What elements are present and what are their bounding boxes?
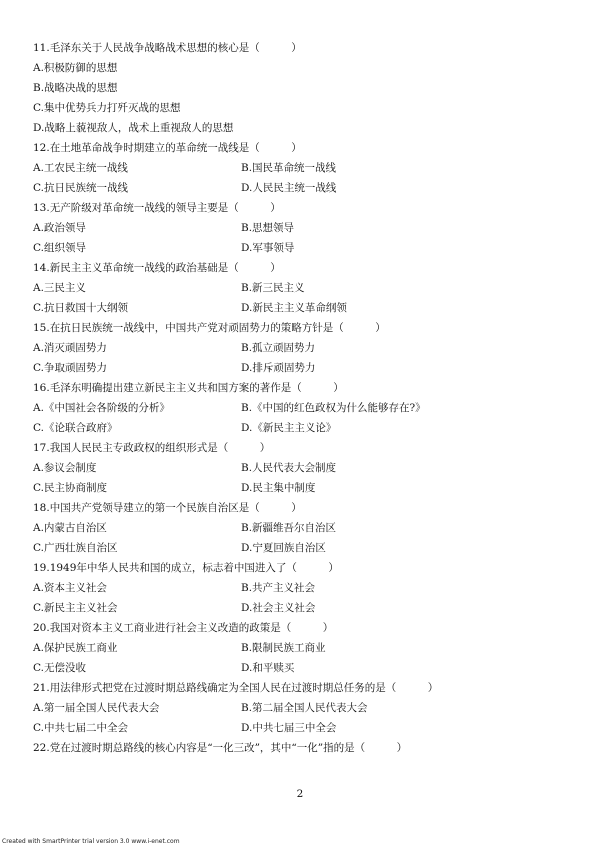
question-16-stem: 16.毛泽东明确提出建立新民主主义共和国方案的著作是（ ）: [33, 382, 344, 394]
page-number: 2: [296, 788, 304, 800]
question-13-option-c: C.组织领导: [33, 242, 86, 254]
question-19-option-d: D.社会主义社会: [241, 602, 316, 614]
question-15-option-b: B.孤立顽固势力: [241, 342, 316, 354]
question-15-stem: 15.在抗日民族统一战线中，中国共产党对顽固势力的策略方针是（ ）: [33, 322, 386, 334]
question-16-option-b: B.《中国的红色政权为什么能够存在?》: [241, 402, 426, 414]
question-20-option-b: B.限制民族工商业: [241, 642, 326, 654]
question-11-option-c: C.集中优势兵力打歼灭战的思想: [33, 102, 181, 114]
question-11-stem: 11.毛泽东关于人民战争战略战术思想的核心是（ ）: [33, 42, 302, 54]
question-11-option-a: A.积极防御的思想: [33, 62, 118, 74]
question-14-option-d: D.新民主主义革命纲领: [241, 302, 347, 314]
question-12-stem: 12.在土地革命战争时期建立的革命统一战线是（ ）: [33, 142, 302, 154]
question-20-stem: 20.我国对资本主义工商业进行社会主义改造的政策是（ ）: [33, 622, 334, 634]
question-15-option-d: D.排斥顽固势力: [241, 362, 316, 374]
question-21-option-d: D.中共七届三中全会: [241, 722, 337, 734]
question-13-option-b: B.思想领导: [241, 222, 295, 234]
question-19-stem: 19.1949年中华人民共和国的成立，标志着中国进入了（ ）: [33, 562, 339, 574]
printer-footer: Created with SmartPrinter trial version 3.0 www.i-enet.com: [2, 838, 180, 845]
question-11-option-d: D.战略上藐视敌人，战术上重视敌人的思想: [33, 122, 234, 134]
question-16-option-d: D.《新民主主义论》: [241, 422, 337, 434]
question-18-option-a: A.内蒙古自治区: [33, 522, 107, 534]
question-13-option-d: D.军事领导: [241, 242, 295, 254]
question-13-option-a: A.政治领导: [33, 222, 86, 234]
question-18-option-d: D.宁夏回族自治区: [241, 542, 326, 554]
question-15-option-a: A.消灭顽固势力: [33, 342, 107, 354]
question-12-option-a: A.工农民主统一战线: [33, 162, 128, 174]
question-14-option-b: B.新三民主义: [241, 282, 305, 294]
question-11-option-b: B.战略决战的思想: [33, 82, 118, 94]
question-16-option-c: C.《论联合政府》: [33, 422, 118, 434]
question-12-option-c: C.抗日民族统一战线: [33, 182, 128, 194]
question-18-stem: 18.中国共产党领导建立的第一个民族自治区是（ ）: [33, 502, 302, 514]
question-21-stem: 21.用法律形式把党在过渡时期总路线确定为全国人民在过渡时期总任务的是（ ）: [33, 682, 439, 694]
question-20-option-a: A.保护民族工商业: [33, 642, 118, 654]
question-16-option-a: A.《中国社会各阶级的分析》: [33, 402, 170, 414]
question-18-option-b: B.新疆维吾尔自治区: [241, 522, 337, 534]
question-17-option-b: B.人民代表大会制度: [241, 462, 337, 474]
question-14-stem: 14.新民主主义革命统一战线的政治基础是（ ）: [33, 262, 281, 274]
question-20-option-c: C.无偿没收: [33, 662, 86, 674]
question-18-option-c: C.广西壮族自治区: [33, 542, 118, 554]
question-14-option-c: C.抗日救国十大纲领: [33, 302, 128, 314]
question-20-option-d: D.和平赎买: [241, 662, 295, 674]
question-19-option-c: C.新民主主义社会: [33, 602, 118, 614]
question-17-stem: 17.我国人民民主专政政权的组织形式是（ ）: [33, 442, 271, 454]
question-12-option-b: B.国民革命统一战线: [241, 162, 337, 174]
question-13-stem: 13.无产阶级对革命统一战线的领导主要是（ ）: [33, 202, 281, 214]
question-21-option-a: A.第一届全国人民代表大会: [33, 702, 160, 714]
question-14-option-a: A.三民主义: [33, 282, 86, 294]
question-21-option-c: C.中共七届二中全会: [33, 722, 128, 734]
question-19-option-b: B.共产主义社会: [241, 582, 316, 594]
question-17-option-a: A.参议会制度: [33, 462, 97, 474]
question-21-option-b: B.第二届全国人民代表大会: [241, 702, 368, 714]
question-17-option-d: D.民主集中制度: [241, 482, 316, 494]
question-17-option-c: C.民主协商制度: [33, 482, 107, 494]
question-12-option-d: D.人民民主统一战线: [241, 182, 337, 194]
question-22-stem: 22.党在过渡时期总路线的核心内容是“一化三改”，其中“一化”指的是（ ）: [33, 742, 408, 754]
question-15-option-c: C.争取顽固势力: [33, 362, 107, 374]
question-19-option-a: A.资本主义社会: [33, 582, 107, 594]
